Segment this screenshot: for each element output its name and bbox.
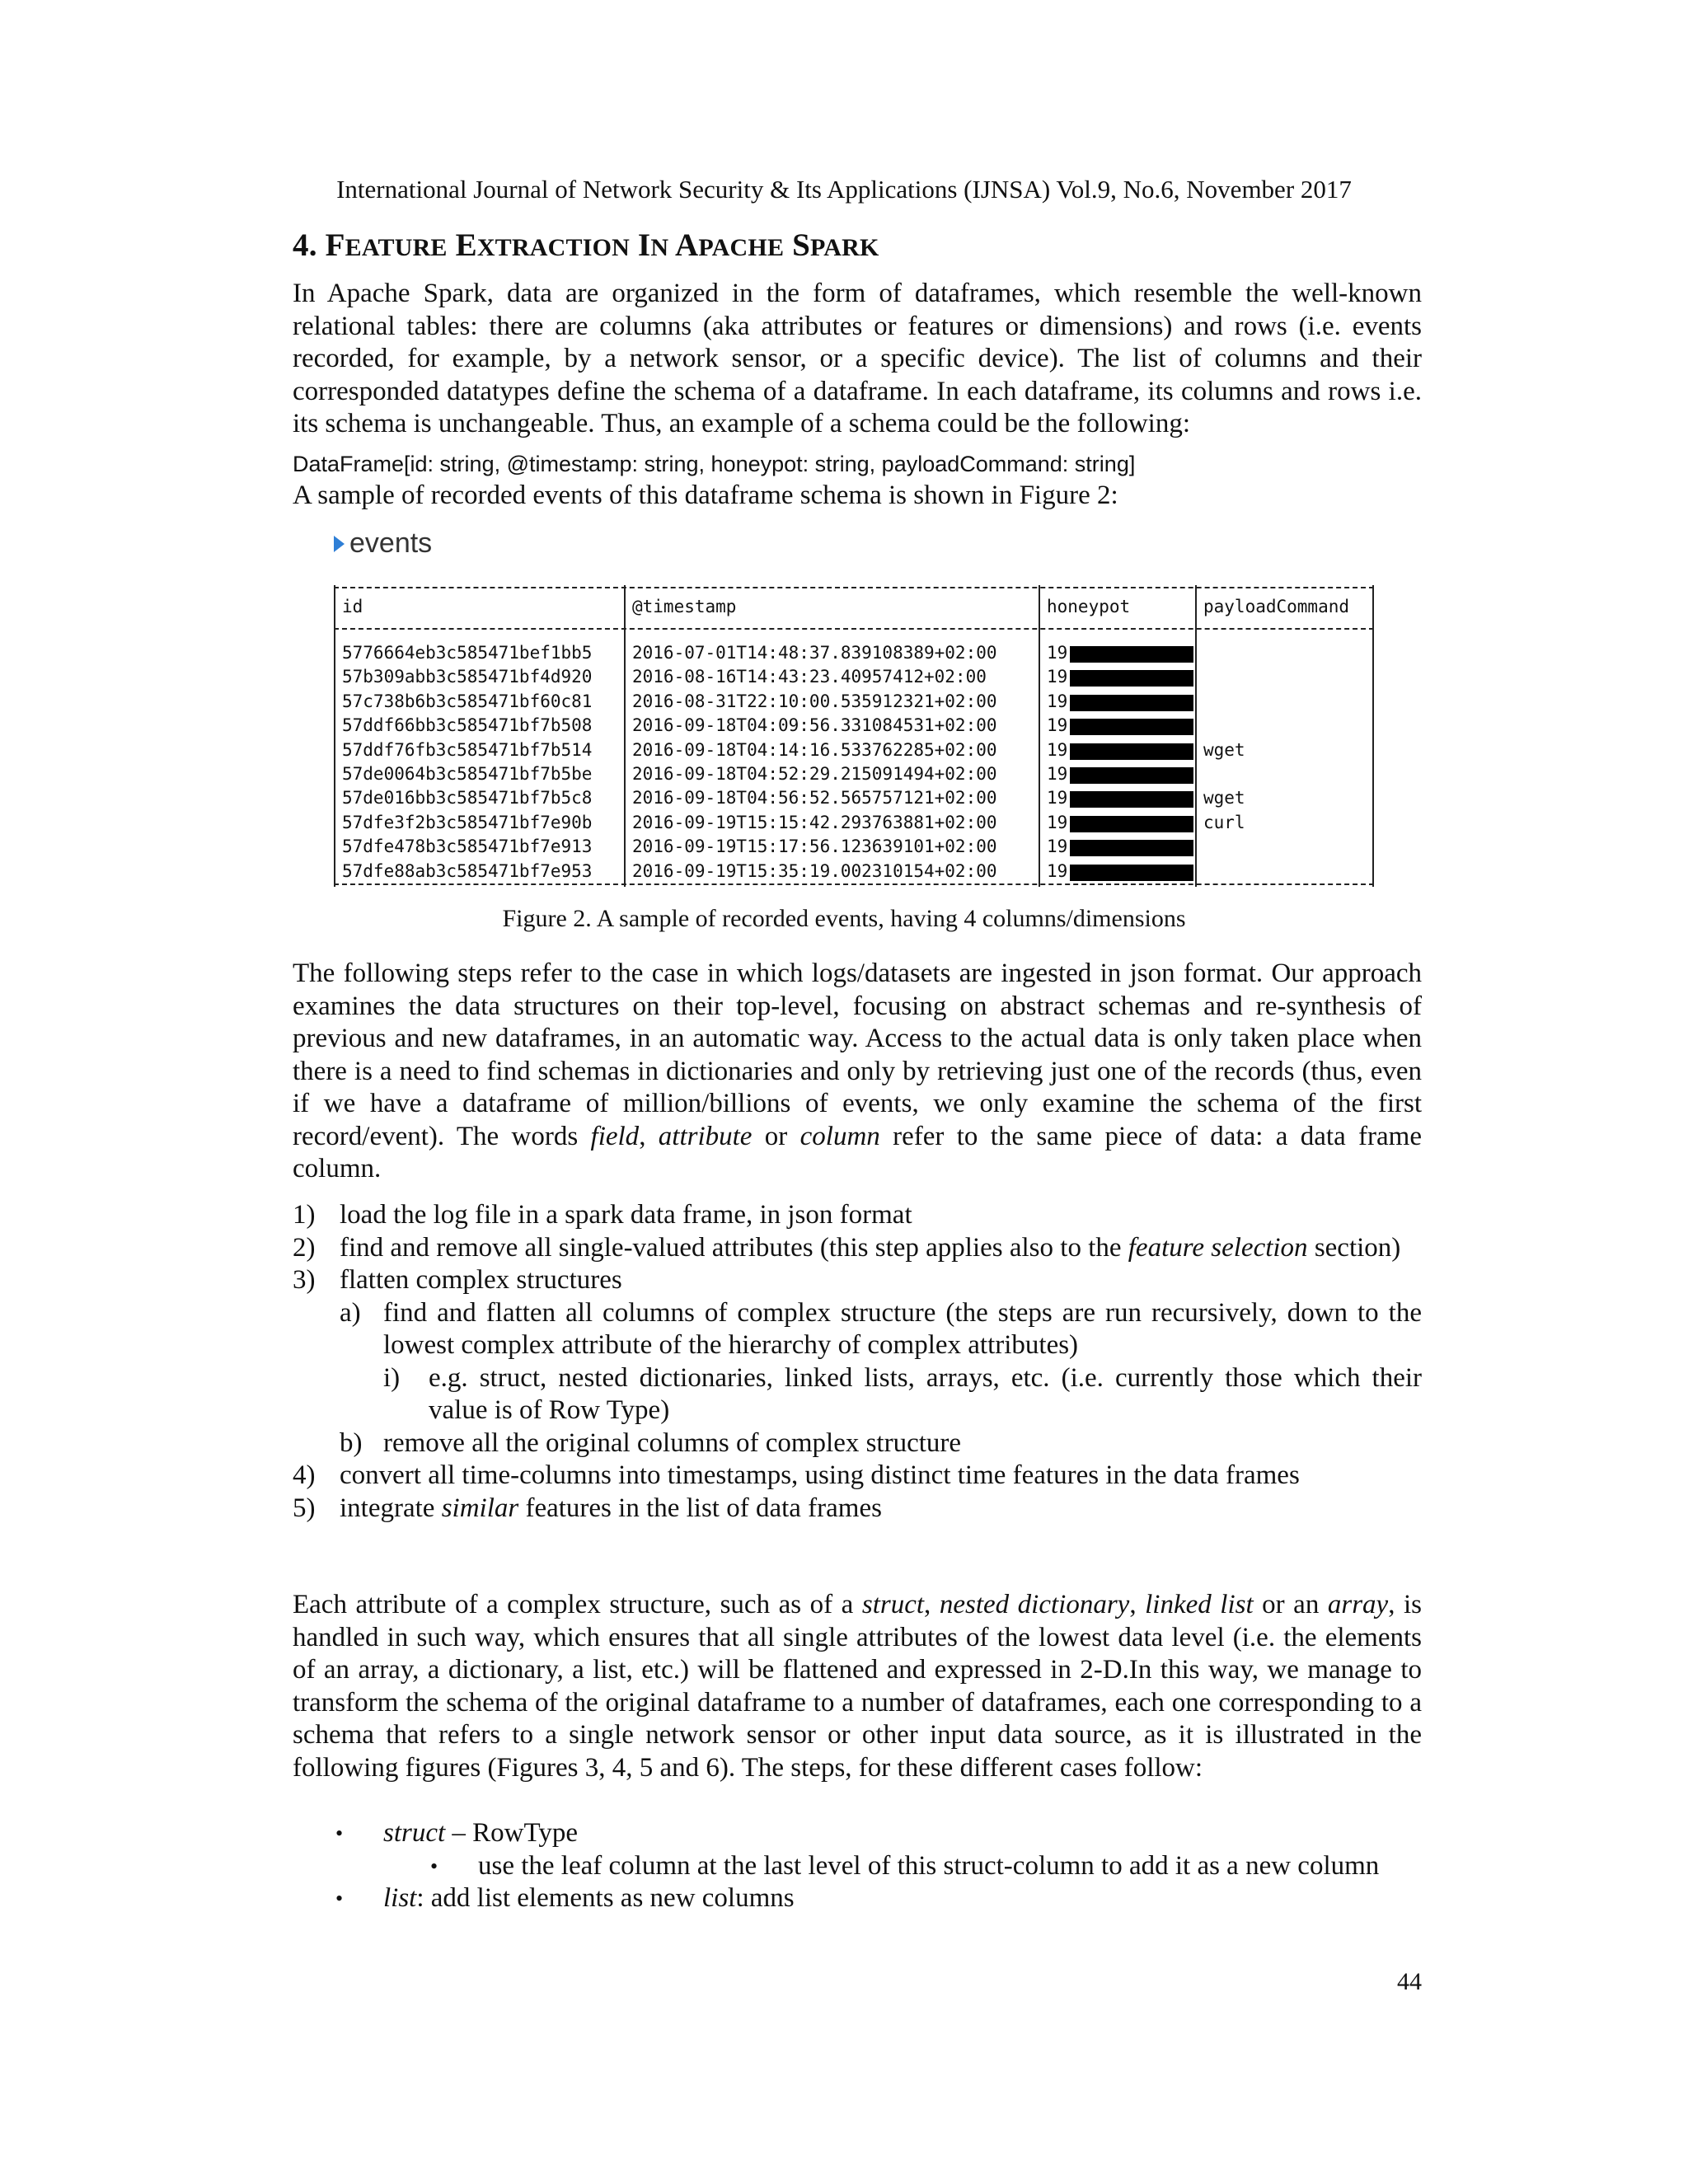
title-word: APACHE (675, 227, 785, 263)
events-table (334, 587, 1374, 885)
schema-example: DataFrame[id: string, @timestamp: string, honeypot: string, payloadCommand: string] (293, 452, 1136, 476)
cell-honeypot: 19 (1047, 860, 1068, 881)
title-word: EXTRACTION (455, 227, 630, 263)
list-item: 1) load the log file in a spark data frame, in json format (293, 1200, 912, 1230)
redaction-block (1070, 816, 1193, 832)
table-border (1372, 585, 1374, 887)
method-paragraph: The following steps refer to the case in which logs/datasets are ingested in json format. Our approach examines the data structures on their top-level, focusing on abstract schemas and re-synthesis of previous and new dataframes, in an automatic way. Access to the actual data is only taken place when there is a need to find schemas in dictionaries and only by retrieving just one of the records (thus, even if we have a dataframe of million/billions of events, we only examine the schema of the first record/event). The words field, attribute or column refer to the same piece of data: a data frame column. (293, 958, 1422, 1183)
page-number: 44 (1397, 1968, 1422, 1995)
figure-intro-paragraph: A sample of recorded events of this dataframe schema is shown in Figure 2: (293, 480, 1118, 510)
cell-id: 57de0064b3c585471bf7b5be (342, 764, 593, 784)
cell-honeypot: 19 (1047, 643, 1068, 663)
cell-id: 57de016bb3c585471bf7b5c8 (342, 788, 593, 808)
cell-honeypot: 19 (1047, 812, 1068, 832)
cell-timestamp: 2016-07-01T14:48:37.839108389+02:00 (632, 643, 997, 663)
complex-structure-paragraph: Each attribute of a complex structure, such as of a struct, nested dictionary, linked list or an array, is handled in such way, which ensures that all single attributes of the lowest data level (i.e. the elements of an array, a dictionary, a list, etc.) will be flattened and expressed in 2-D.In this way, we manage to transform the schema of the original dataframe to a number of dataframes, each one corresponding to a schema that refers to a single network sensor or other input data source, as it is illustrated in the following figures (Figures 3, 4, 5 and 6). The steps, for these different cases follow: (293, 1590, 1423, 1783)
cell-timestamp: 2016-09-18T04:14:16.533762285+02:00 (632, 739, 997, 760)
cell-honeypot: 19 (1047, 788, 1068, 808)
list-item: 2) find and remove all single-valued attributes (this step applies also to the feature selection section) (293, 1232, 1401, 1263)
cell-id: 57c738b6b3c585471bf60c81 (342, 691, 593, 711)
header-separator (334, 628, 1374, 630)
cell-honeypot: 19 (1047, 837, 1068, 857)
cell-timestamp: 2016-09-18T04:09:56.331084531+02:00 (632, 715, 997, 736)
list-item: • use the leaf column at the last level of this struct-column to add it as a new column (293, 1850, 1422, 1883)
list-item: i) e.g. struct, nested dictionaries, linked lists, arrays, etc. (i.e. currently those which their value is of Row Type) (383, 1362, 1422, 1425)
column-header-honeypot: honeypot (1047, 597, 1131, 616)
journal-header: International Journal of Network Security & Its Applications (IJNSA) Vol.9, No.6, November 2017 (336, 175, 1352, 204)
section-title (293, 227, 879, 264)
cell-id: 5776664eb3c585471bef1bb5 (342, 643, 593, 663)
cell-timestamp: 2016-09-19T15:15:42.293763881+02:00 (632, 812, 997, 832)
redaction-block (1070, 670, 1193, 687)
redaction-block (1070, 865, 1193, 881)
redaction-block (1070, 719, 1193, 735)
cell-id: 57dfe3f2b3c585471bf7e90b (342, 812, 593, 832)
expand-triangle-icon (334, 536, 345, 552)
steps-list (293, 1199, 1422, 1525)
cell-honeypot: 19 (1047, 715, 1068, 736)
column-separator (1195, 585, 1197, 887)
section-number: 4. (293, 227, 317, 263)
bullet: • (335, 1886, 344, 1910)
list-item: 3) flatten complex structures (293, 1265, 622, 1295)
cell-timestamp: 2016-08-31T22:10:00.535912321+02:00 (632, 691, 997, 711)
cases-list (293, 1817, 1422, 1915)
redaction-block (1070, 695, 1193, 711)
column-header-id: id (342, 597, 363, 616)
list-item: 4) convert all time-columns into timestamps, using distinct time features in the data frames (293, 1460, 1300, 1490)
cell-payloadcommand: curl (1203, 812, 1245, 832)
cell-timestamp: 2016-09-18T04:56:52.565757121+02:00 (632, 788, 997, 808)
cell-timestamp: 2016-08-16T14:43:23.40957412+02:00 (632, 667, 987, 687)
cell-honeypot: 19 (1047, 667, 1068, 687)
bullet: • (335, 1821, 344, 1845)
cell-payloadcommand: wget (1203, 739, 1245, 760)
cell-id: 57dfe88ab3c585471bf7e953 (342, 860, 593, 881)
column-header-timestamp: @timestamp (632, 597, 737, 616)
intro-paragraph: In Apache Spark, data are organized in the form of dataframes, which resemble the well-known relational tables: there are columns (aka attributes or features or dimensions) and rows (i.e. events recorded, for example, by a network sensor, or a specific device). The list of columns and their corresponded datatypes define the schema of a dataframe. In each dataframe, its columns and rows i.e. its schema is unchangeable. Thus, an example of a schema could be the following: (293, 279, 1422, 438)
column-separator (624, 585, 626, 887)
cell-id: 57b309abb3c585471bf4d920 (342, 667, 593, 687)
cell-honeypot: 19 (1047, 764, 1068, 784)
cell-honeypot: 19 (1047, 739, 1068, 760)
cell-honeypot: 19 (1047, 691, 1068, 711)
cell-id: 57ddf66bb3c585471bf7b508 (342, 715, 593, 736)
redaction-block (1070, 646, 1193, 663)
events-label: events (334, 527, 432, 560)
redaction-block (1070, 791, 1193, 808)
list-item: a) find and flatten all columns of complex structure (the steps are run recursively, down to the lowest complex attribute of the hierarchy of complex attributes) (340, 1297, 1422, 1360)
redaction-block (1070, 743, 1193, 760)
title-word: SPARK (792, 227, 879, 263)
redaction-block (1070, 840, 1193, 856)
title-word: IN (637, 227, 669, 263)
bullet: • (430, 1854, 438, 1878)
cell-payloadcommand: wget (1203, 788, 1245, 808)
cell-id: 57dfe478b3c585471bf7e913 (342, 837, 593, 857)
cell-timestamp: 2016-09-19T15:35:19.002310154+02:00 (632, 860, 997, 881)
title-word: FEATURE (325, 227, 448, 263)
table-border (334, 585, 335, 887)
cell-timestamp: 2016-09-18T04:52:29.215091494+02:00 (632, 764, 997, 784)
list-item: 5) integrate similar features in the list of data frames (293, 1493, 882, 1523)
list-item: • list: add list elements as new columns (293, 1882, 1422, 1915)
list-item: b) remove all the original columns of complex structure (340, 1427, 962, 1458)
cell-timestamp: 2016-09-19T15:17:56.123639101+02:00 (632, 837, 997, 857)
column-header-payloadcommand: payloadCommand (1203, 597, 1350, 616)
redaction-block (1070, 767, 1193, 784)
list-item: • struct – RowType (293, 1817, 1422, 1850)
figure-2 (334, 527, 1381, 898)
column-separator (1039, 585, 1040, 887)
cell-id: 57ddf76fb3c585471bf7b514 (342, 739, 593, 760)
figure-caption: Figure 2. A sample of recorded events, having 4 columns/dimensions (502, 905, 1186, 932)
